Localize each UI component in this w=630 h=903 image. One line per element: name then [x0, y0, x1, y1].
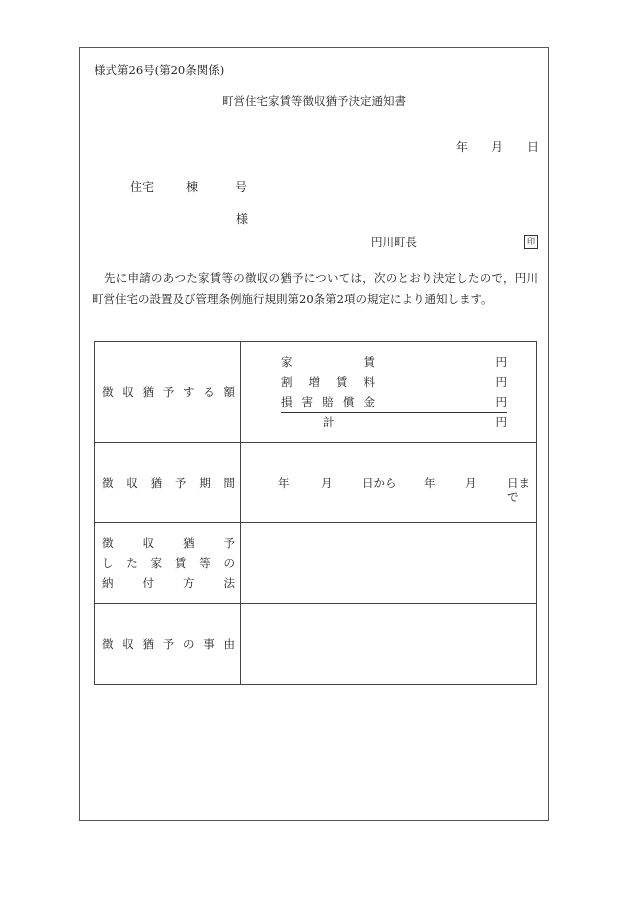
table-row — [95, 523, 537, 604]
total-yen: 円 — [495, 415, 507, 429]
total-label: 計 — [323, 415, 335, 429]
period-cell — [241, 443, 537, 523]
document-page — [79, 47, 549, 821]
amount-label: 徴収猶予する額 — [95, 342, 241, 443]
period-to-day: 日まで — [507, 476, 530, 504]
period-from-month: 月 — [321, 476, 333, 490]
payment-method-cell — [241, 523, 537, 604]
payment-method-line-2: した家賃等の — [102, 556, 235, 570]
period-to-year: 年 — [424, 476, 436, 490]
amount-cell — [241, 342, 537, 443]
damages-yen: 円 — [495, 395, 507, 409]
total-line — [281, 412, 507, 432]
payment-method-line-3: 納付方法 — [102, 576, 235, 590]
date-day: 日 — [527, 140, 540, 154]
surcharge-line — [281, 372, 507, 392]
form-number: 様式第26号(第20条関係) — [94, 63, 225, 77]
table-row — [95, 604, 537, 685]
damages-line — [281, 392, 507, 413]
period-from-day: 日から — [362, 476, 397, 490]
recipient-honorific: 様 — [236, 212, 249, 226]
recipient-housing: 住宅 — [130, 180, 155, 194]
seal-mark: 印 — [524, 235, 538, 249]
table-row — [95, 443, 537, 523]
period-from-year: 年 — [278, 476, 290, 490]
recipient-building: 棟 — [186, 180, 199, 194]
recipient-number: 号 — [235, 180, 248, 194]
date-month: 月 — [491, 140, 504, 154]
issuer-name: 円川町長 — [371, 235, 417, 249]
rent-yen: 円 — [495, 355, 507, 369]
deferral-table — [94, 341, 537, 685]
period-label: 徴収猶予期間 — [95, 443, 241, 523]
rent-line — [281, 352, 507, 372]
reason-cell — [241, 604, 537, 685]
document-title: 町営住宅家賃等徴収猶予決定通知書 — [222, 94, 406, 108]
reason-label: 徴収猶予の事由 — [95, 604, 241, 685]
surcharge-label: 割増賃料 — [281, 375, 375, 389]
payment-method-line-1: 徴収猶予 — [102, 536, 235, 550]
damages-label: 損害賠償金 — [281, 395, 375, 409]
period-to-month: 月 — [465, 476, 477, 490]
rent-label: 家賃 — [281, 355, 375, 369]
table-row — [95, 342, 537, 443]
payment-method-label — [95, 523, 241, 604]
date-year: 年 — [456, 140, 469, 154]
surcharge-yen: 円 — [495, 375, 507, 389]
body-paragraph: 先に申請のあつた家賃等の徴収の猶予については，次のとおり決定したので，円川町営住宅の設置及び管理条例施行規則第20条第2項の規定により通知します。 — [92, 271, 538, 306]
